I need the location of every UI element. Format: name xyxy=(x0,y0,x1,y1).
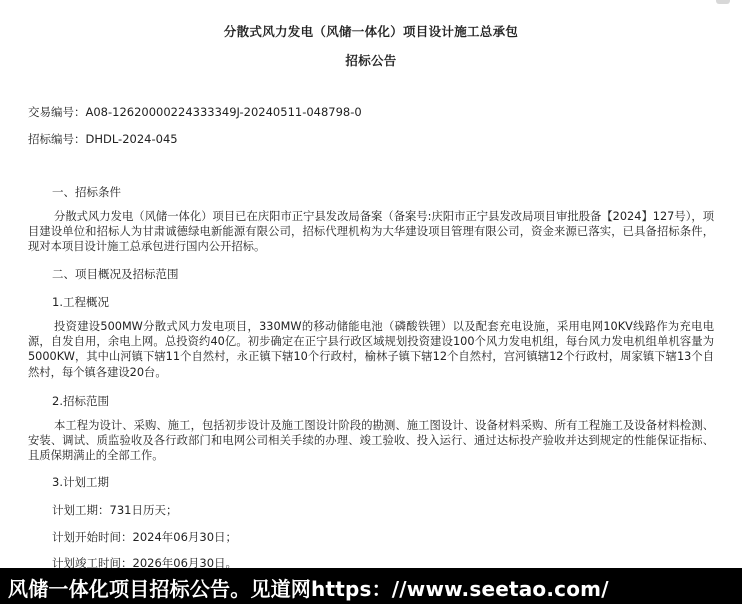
section-heading-overview: 二、项目概况及招标范围 xyxy=(52,267,179,281)
subheading-schedule: 3.计划工期 xyxy=(52,475,109,489)
project-overview-paragraph: 投资建设500MW分散式风力发电项目，330MW的移动储能电池（磷酸铁锂）以及配套充电设施，采用电网10KV线路作为充电电源，自发自用，余电上网。总投资约40亿。初步确定在正宁县行政区域规划投资建设100个风力发电机组，每台风力发电机组单机容量为5000KW，其中山河镇下辖11个自然村，永正镇下辖10个行政村，榆林子镇下辖12个自然村，宫河镇辖12个行政村，周家镇下辖13个自然村，每个镇各建设20台。 xyxy=(28,320,714,379)
corner-mark xyxy=(716,0,730,4)
document-title: 分散式风力发电（风储一体化）项目设计施工总承包 xyxy=(223,24,519,39)
schedule-duration: 计划工期：731日历天； xyxy=(52,503,178,517)
banner-caption: 风储一体化项目招标公告。见道网https：//www.seetao.com/ xyxy=(8,577,609,601)
tender-number: 招标编号：DHDL-2024-045 xyxy=(28,132,178,146)
subheading-project-overview: 1.工程概况 xyxy=(52,295,109,309)
transaction-number: 交易编号：A08-12620000224333349J-20240511-048798-0 xyxy=(28,105,362,119)
watermark-banner xyxy=(0,568,742,604)
document-subtitle: 招标公告 xyxy=(345,53,397,68)
scope-paragraph: 本工程为设计、采购、施工，包括初步设计及施工图设计阶段的勘测、施工图设计、设备材料采购、所有工程施工及设备材料检测、安装、调试、质监验收及各行政部门和电网公司相关手续的办理、竣工验收、投入运行、通过达标投产验收并达到规定的性能保证指标、且质保期满止的全部工作。 xyxy=(28,419,714,463)
section-heading-conditions: 一、招标条件 xyxy=(52,185,121,199)
subheading-scope: 2.招标范围 xyxy=(52,394,109,408)
schedule-end-date: 计划竣工时间：2026年06月30日。 xyxy=(52,556,238,568)
schedule-start-date: 计划开始时间：2024年06月30日； xyxy=(52,530,238,544)
conditions-paragraph: 分散式风力发电（风储一体化）项目已在庆阳市正宁县发改局备案（备案号:庆阳市正宁县发改局项目审批股备【2024】127号），项目建设单位和招标人为甘肃诚德绿电新能源有限公司，招标代理机构为大华建设项目管理有限公司，资金来源已落实，已具备招标条件，现对本项目设计施工总承包进行国内公开招标。 xyxy=(28,210,714,254)
